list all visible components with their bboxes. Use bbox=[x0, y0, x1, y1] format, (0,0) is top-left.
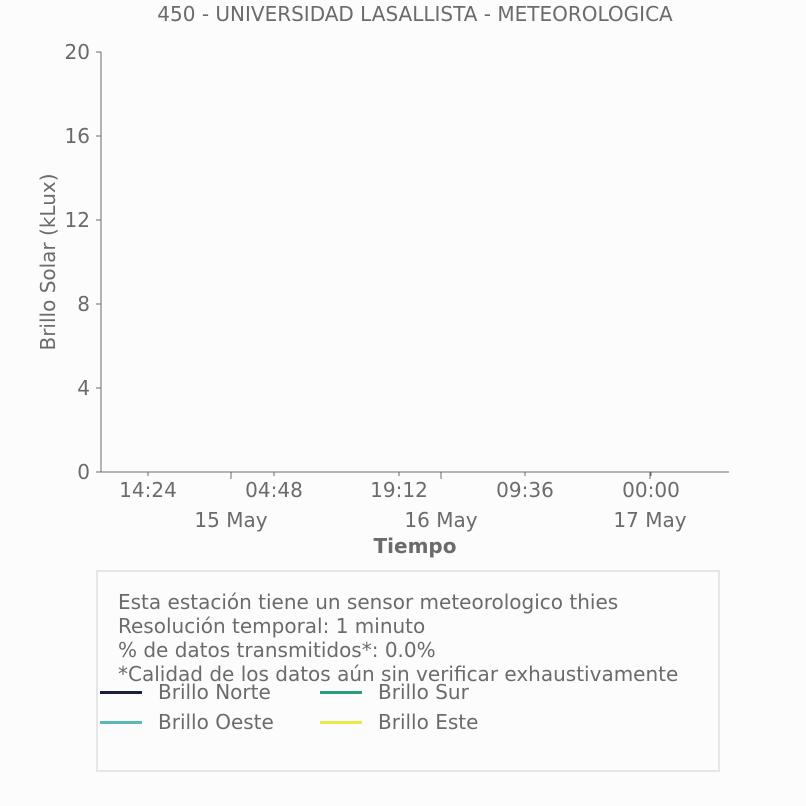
legend-swatch-oeste bbox=[100, 721, 142, 724]
legend-label-oeste: Brillo Oeste bbox=[158, 710, 274, 734]
info-station: Esta estación tiene un sensor meteorologico thies bbox=[118, 590, 619, 614]
y-tick-label: 20 bbox=[64, 40, 90, 64]
info-transmitted: % de datos transmitidos*: 0.0% bbox=[118, 638, 436, 662]
info-box bbox=[96, 570, 720, 772]
y-tick-label: 12 bbox=[64, 208, 90, 232]
y-axis-label: Brillo Solar (kLux) bbox=[36, 173, 60, 351]
x-tick-label-date: 16 May bbox=[404, 508, 478, 532]
legend-swatch-norte bbox=[100, 691, 142, 694]
legend-label-norte: Brillo Norte bbox=[158, 680, 271, 704]
legend-label-este: Brillo Este bbox=[378, 710, 479, 734]
info-resolution: Resolución temporal: 1 minuto bbox=[118, 614, 426, 638]
legend-item-sur bbox=[320, 680, 469, 704]
legend-label-sur: Brillo Sur bbox=[378, 680, 469, 704]
x-tick-label-time: 09:36 bbox=[496, 478, 554, 502]
y-tick-label: 4 bbox=[77, 376, 90, 400]
x-tick-label-date: 17 May bbox=[613, 508, 687, 532]
x-axis-label: Tiempo bbox=[373, 534, 457, 558]
info-quality-note: *Calidad de los datos aún sin verificar exhaustivamente bbox=[118, 662, 679, 686]
y-tick-label: 8 bbox=[77, 292, 90, 316]
legend-swatch-este bbox=[320, 721, 362, 724]
legend-item-este bbox=[320, 710, 478, 734]
y-tick-label: 0 bbox=[77, 460, 90, 484]
y-tick-label: 16 bbox=[64, 124, 90, 148]
legend-item-norte bbox=[100, 680, 271, 704]
plot-area bbox=[65, 40, 729, 532]
info-text bbox=[118, 590, 678, 686]
chart-title: 450 - UNIVERSIDAD LASALLISTA - METEOROLOGICA bbox=[157, 2, 673, 26]
legend-item-oeste bbox=[100, 710, 274, 734]
x-tick-label-date: 15 May bbox=[194, 508, 268, 532]
x-tick-label-time: 14:24 bbox=[119, 478, 177, 502]
x-tick-label-time: 04:48 bbox=[245, 478, 303, 502]
legend-swatch-sur bbox=[320, 691, 362, 694]
x-tick-label-time: 00:00 bbox=[622, 478, 680, 502]
x-tick-label-time: 19:12 bbox=[370, 478, 428, 502]
